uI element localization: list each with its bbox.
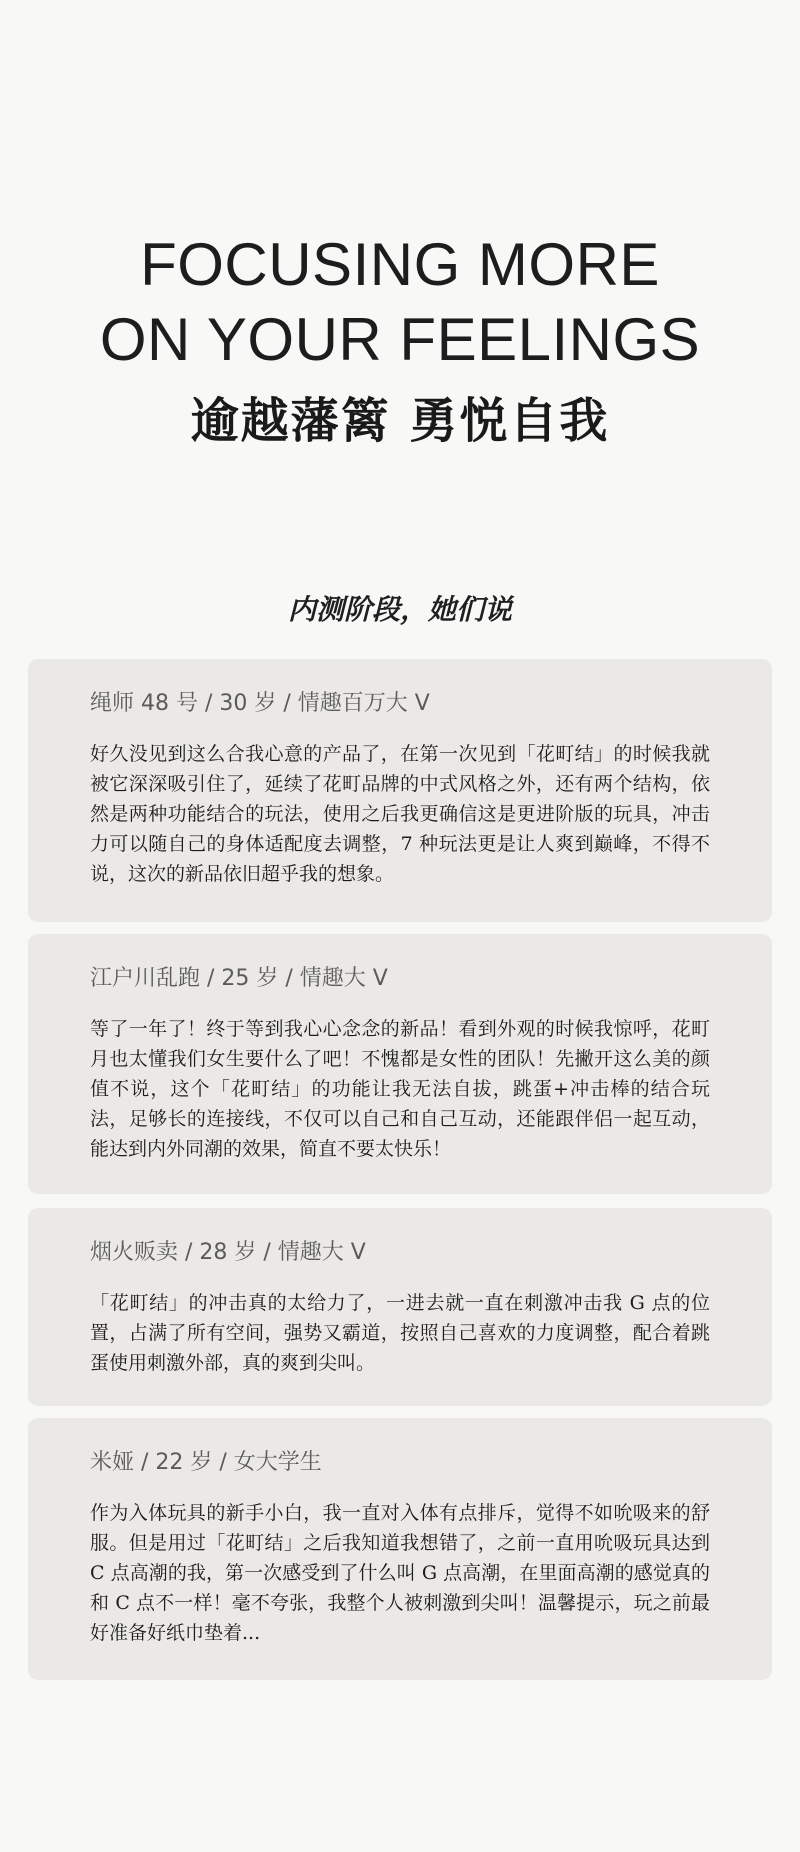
hero-section bbox=[0, 0, 800, 520]
review-header: 绳师 48 号 / 30 岁 / 情趣百万大 V bbox=[90, 691, 430, 716]
review-header: 烟火贩卖 / 28 岁 / 情趣大 V bbox=[90, 1240, 366, 1265]
review-body: 好久没见到这么合我心意的产品了，在第一次见到「花町结」的时候我就被它深深吸引住了，延续了花町品牌的中式风格之外，还有两个结构，依然是两种功能结合的玩法，使用之后我更确信这是更进阶版的玩具，冲击力可以随自己的身体适配度去调整，7 种玩法更是让人爽到巅峰，不得不说，这次的新品依旧超乎我的想象。 bbox=[90, 743, 710, 886]
review-header: 米娅 / 22 岁 / 女大学生 bbox=[90, 1450, 322, 1475]
hero-title-line-2: ON YOUR FEELINGS bbox=[99, 306, 701, 373]
hero-subtitle: 逾越藩篱 勇悦自我 bbox=[190, 393, 610, 449]
review-card bbox=[28, 1208, 772, 1406]
review-header: 江户川乱跑 / 25 岁 / 情趣大 V bbox=[90, 966, 388, 991]
review-body: 作为入体玩具的新手小白，我一直对入体有点排斥，觉得不如吮吸来的舒服。但是用过「花町结」之后我知道我想错了，之前一直用吮吸玩具达到 C 点高潮的我，第一次感受到了什么叫 G 点高潮，在里面高潮的感觉真的和 C 点不一样！毫不夸张，我整个人被刺激到尖叫！温馨提示，玩之前最好准备好纸巾垫着... bbox=[90, 1502, 710, 1645]
review-body: 等了一年了！终于等到我心心念念的新品！看到外观的时候我惊呼，花町月也太懂我们女生要什么了吧！不愧都是女性的团队！先撇开这么美的颜值不说，这个「花町结」的功能让我无法自拔，跳蛋+冲击棒的结合玩法，足够长的连接线，不仅可以自己和自己互动，还能跟伴侣一起互动，能达到内外同潮的效果，简直不要太快乐！ bbox=[90, 1018, 710, 1161]
review-card bbox=[28, 934, 772, 1194]
review-card bbox=[28, 659, 772, 922]
review-card bbox=[28, 1418, 772, 1680]
section-title: 内测阶段，她们说 bbox=[287, 593, 512, 627]
hero-title-line-1: FOCUSING MORE bbox=[140, 231, 660, 298]
review-body: 「花町结」的冲击真的太给力了，一进去就一直在刺激冲击我 G 点的位置，占满了所有空间，强势又霸道，按照自己喜欢的力度调整，配合着跳蛋使用刺激外部，真的爽到尖叫。 bbox=[90, 1292, 710, 1375]
